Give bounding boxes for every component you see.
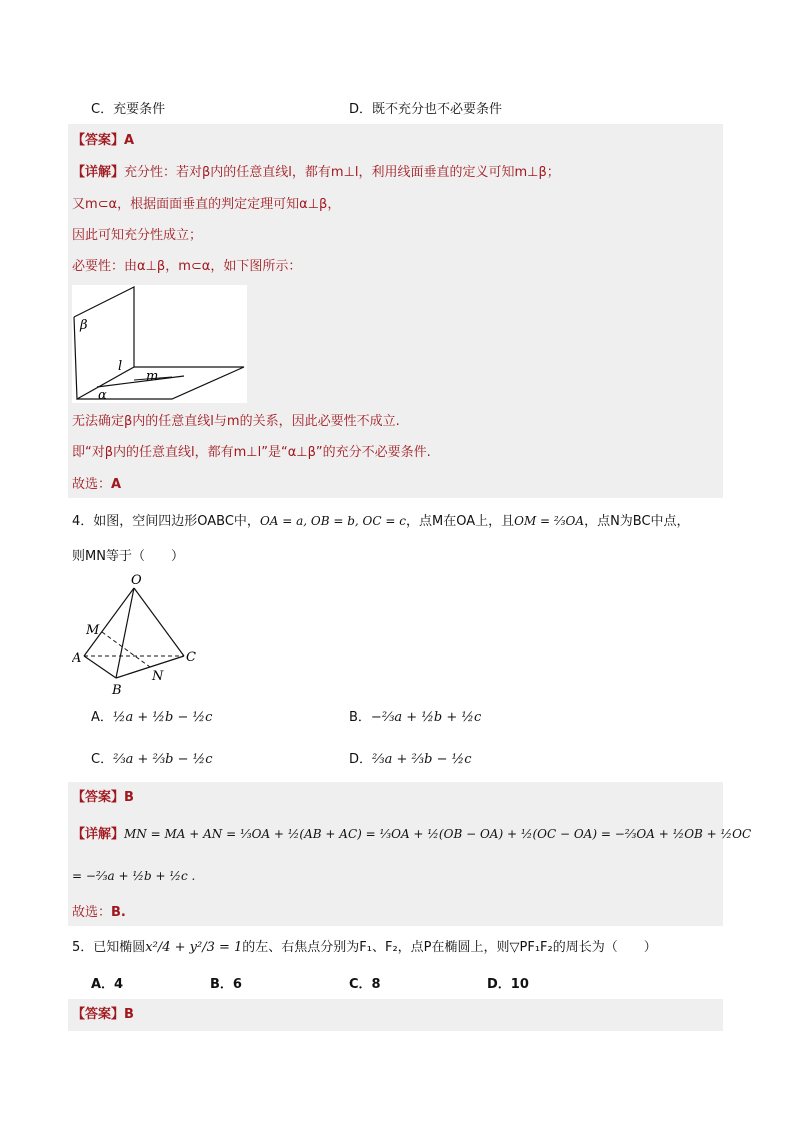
detail-label: 【详解】 bbox=[72, 165, 125, 180]
stem-vectors: OA = a, OB = b, OC = c bbox=[259, 514, 406, 528]
stem-text-a: 5．已知椭圆 bbox=[72, 940, 146, 955]
label-A: A bbox=[72, 651, 82, 666]
q3-detail-6: 即“对β内的任意直线l，都有m⊥l”是“α⊥β”的充分不必要条件. bbox=[72, 445, 431, 460]
detail-text: 充分性：若对β内的任意直线l，都有m⊥l，利用线面垂直的定义可知m⊥β； bbox=[124, 165, 560, 180]
alpha-label: α bbox=[98, 388, 107, 403]
choice-label: 故选： bbox=[72, 477, 112, 492]
choice-value: A bbox=[111, 477, 122, 492]
q5-stem bbox=[72, 938, 657, 958]
q3-option-c: C．充要条件 bbox=[91, 102, 166, 117]
answer-label: 【答案】 bbox=[72, 790, 125, 805]
q4-detail-2: = −⅔a + ½b + ½c . bbox=[72, 869, 196, 883]
option-expr: ⅔a + ⅔b − ½c bbox=[372, 752, 472, 767]
option-expr: −⅔a + ½b + ½c bbox=[370, 710, 482, 725]
option-letter: A． bbox=[91, 710, 113, 725]
option-expr: ½a + ½b − ½c bbox=[112, 710, 213, 725]
l-label: l bbox=[118, 359, 123, 374]
q4-option-c bbox=[91, 750, 213, 770]
answer-value: B bbox=[124, 790, 134, 805]
choice-label: 故选： bbox=[72, 905, 112, 920]
detail-label: 【详解】 bbox=[72, 827, 125, 842]
q4-stem-line1 bbox=[72, 511, 690, 532]
q3-detail-4: 必要性：由α⊥β，m⊂α，如下图所示： bbox=[72, 259, 302, 274]
label-O: O bbox=[131, 573, 142, 588]
q4-tetrahedron-figure bbox=[72, 570, 202, 698]
q3-option-d: D．既不充分也不必要条件 bbox=[349, 102, 503, 117]
label-C: C bbox=[186, 650, 196, 665]
q4-answer bbox=[72, 788, 134, 808]
answer-label: 【答案】 bbox=[72, 1007, 125, 1022]
q3-answer bbox=[72, 131, 134, 151]
choice-value: B. bbox=[111, 905, 126, 920]
q5-answer bbox=[72, 1005, 134, 1025]
stem-text-b: 的左、右焦点分别为F₁、F₂，点P在椭圆上，则▽PF₁F₂的周长为（ ） bbox=[242, 940, 657, 955]
q4-option-a bbox=[91, 708, 212, 728]
stem-text-a: 4．如图，空间四边形OABC中， bbox=[72, 514, 260, 529]
q4-detail-1 bbox=[72, 824, 751, 845]
q5-solution-block bbox=[68, 999, 723, 1031]
option-letter: C． bbox=[91, 752, 114, 767]
label-M: M bbox=[86, 623, 100, 638]
stem-text-c: ，点N为BC中点， bbox=[584, 514, 690, 529]
ellipse-equation: x²/4 + y²/3 = 1 bbox=[145, 940, 243, 955]
q3-plane-figure bbox=[72, 285, 247, 403]
q4-solution-block bbox=[68, 782, 723, 926]
label-N: N bbox=[152, 669, 164, 684]
q4-option-b bbox=[349, 708, 481, 728]
q4-stem-line2: 则MN等于（ ） bbox=[72, 549, 184, 564]
q4-option-d bbox=[349, 750, 471, 770]
label-B: B bbox=[112, 683, 122, 698]
q5-option-d: D．10 bbox=[487, 977, 529, 992]
option-expr: ⅔a + ⅔b − ½c bbox=[113, 752, 213, 767]
q5-option-c: C．8 bbox=[349, 977, 381, 992]
q5-option-b: B．6 bbox=[210, 977, 242, 992]
q4-choice bbox=[72, 903, 126, 923]
q3-choice bbox=[72, 475, 121, 495]
stem-om: OM = ⅔OA bbox=[514, 514, 585, 528]
answer-label: 【答案】 bbox=[72, 133, 125, 148]
answer-value: A bbox=[124, 133, 135, 148]
option-letter: D． bbox=[349, 752, 373, 767]
q3-detail-1 bbox=[72, 163, 560, 183]
answer-value: B bbox=[124, 1007, 134, 1022]
q3-detail-2: 又m⊂α，根据面面垂直的判定定理可知α⊥β， bbox=[72, 197, 341, 212]
detail-expr: MN = MA + AN = ⅓OA + ½(AB + AC) = ⅓OA + ½(OB − OA) + ½(OC − OA) = −⅔OA + ½OB + ½OC bbox=[124, 827, 752, 841]
option-letter: B． bbox=[349, 710, 371, 725]
q3-detail-3: 因此可知充分性成立； bbox=[72, 228, 203, 243]
q3-detail-5: 无法确定β内的任意直线l与m的关系，因此必要性不成立. bbox=[72, 414, 400, 429]
m-label: m bbox=[146, 369, 159, 384]
beta-label: β bbox=[80, 318, 88, 333]
q5-option-a: A．4 bbox=[91, 977, 124, 992]
stem-text-b: ，点M在OA上，且 bbox=[405, 514, 515, 529]
